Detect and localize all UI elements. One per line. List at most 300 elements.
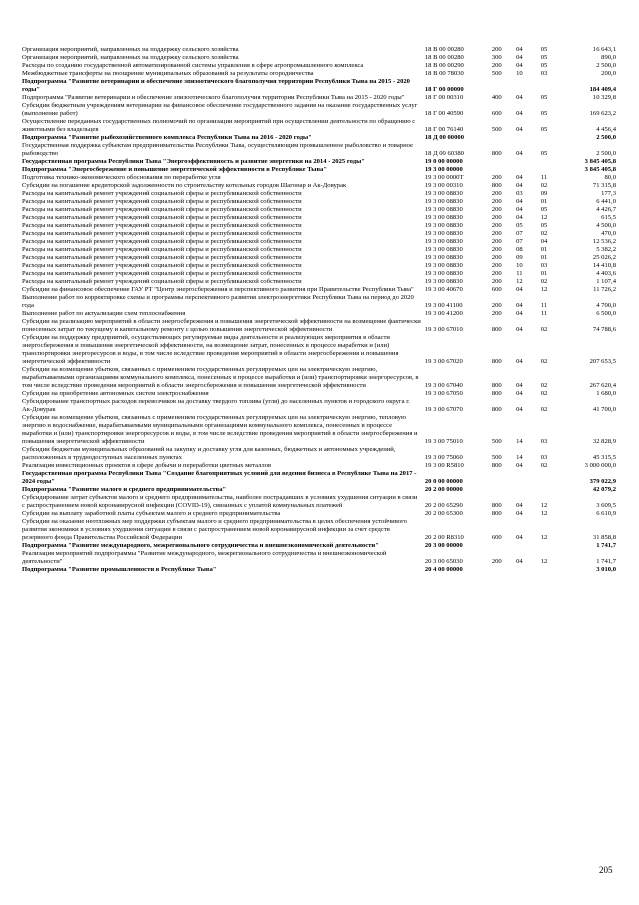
row-code: 18 В 00 00290 bbox=[424, 62, 464, 69]
table-row bbox=[22, 198, 616, 206]
row-amount: 3 845 405,8 bbox=[584, 158, 616, 165]
row-expense-type: 200 bbox=[491, 246, 502, 253]
row-name: Реализация мероприятий подпрограммы "Развитие международного, межрегионального сотрудничества и внешнеэкономической деятельности" bbox=[22, 550, 387, 565]
row-code: 19 0 00 00000 bbox=[424, 158, 463, 165]
row-code: 20 2 00 00000 bbox=[424, 486, 463, 493]
table-row bbox=[22, 390, 616, 398]
row-expense-type bbox=[487, 78, 508, 94]
row-section: 04 bbox=[516, 214, 523, 221]
row-code: 20 3 00 00000 bbox=[424, 542, 463, 549]
row-code: 19 3 00 08830 bbox=[424, 270, 463, 277]
table-row bbox=[22, 366, 616, 390]
row-section: 04 bbox=[516, 462, 523, 469]
row-code: 19 3 00 41100 bbox=[424, 302, 463, 309]
table-row bbox=[22, 318, 616, 334]
row-section bbox=[507, 134, 532, 142]
table-row bbox=[22, 70, 616, 78]
row-amount: 2 500,0 bbox=[596, 62, 616, 69]
row-code: 18 Г 00 00310 bbox=[424, 94, 464, 101]
row-amount: 3 000 000,0 bbox=[584, 462, 616, 469]
table-row bbox=[22, 230, 616, 238]
row-code: 19 3 00 67020 bbox=[424, 358, 463, 365]
table-row bbox=[22, 78, 616, 94]
row-expense-type: 500 bbox=[491, 70, 502, 77]
row-section: 04 bbox=[516, 174, 523, 181]
row-amount: 4 426,7 bbox=[596, 206, 616, 213]
row-subsection: 09 bbox=[540, 190, 548, 197]
row-name: Межбюджетные трансферты на поощрение муниципальных образований за результаты огородничества bbox=[22, 70, 314, 77]
row-name: Подпрограмма "Развитие ветеринарии и обеспечение эпизоотического благополучия территории Республики Тыва на 2015 - 2020 годы" bbox=[22, 94, 405, 101]
row-expense-type: 500 bbox=[491, 126, 502, 133]
row-amount: 470,0 bbox=[601, 230, 616, 237]
row-name: Расходы на капитальный ремонт учреждений социальной сферы и республиканской собственности bbox=[22, 246, 302, 253]
row-section: 04 bbox=[516, 198, 523, 205]
row-subsection bbox=[532, 486, 557, 494]
row-subsection bbox=[532, 158, 557, 166]
row-section: 04 bbox=[516, 558, 523, 565]
row-subsection: 02 bbox=[540, 462, 548, 469]
row-subsection: 05 bbox=[540, 126, 548, 133]
row-code: 19 3 00 08830 bbox=[424, 222, 463, 229]
row-section: 04 bbox=[516, 382, 523, 389]
row-name: Подпрограмма "Развитие международного, межрегионального сотрудничества и внешнеэкономической деятельности" bbox=[22, 542, 379, 549]
row-code: 18 Д 00 60380 bbox=[424, 150, 464, 157]
row-name: Субсидии на выплату заработной платы субъектам малого и среднего предпринимательства bbox=[22, 510, 281, 517]
row-name: Расходы на капитальный ремонт учреждений социальной сферы и республиканской собственности bbox=[22, 206, 302, 213]
row-expense-type: 200 bbox=[491, 270, 502, 277]
row-name: Организация мероприятий, направленных на поддержку сельского хозяйства bbox=[22, 46, 239, 53]
row-expense-type bbox=[487, 566, 508, 574]
row-code: 18 В 00 78030 bbox=[424, 70, 464, 77]
row-expense-type: 500 bbox=[491, 438, 502, 445]
row-section: 04 bbox=[516, 110, 523, 117]
table-row bbox=[22, 222, 616, 230]
row-name: Расходы на капитальный ремонт учреждений социальной сферы и республиканской собственности bbox=[22, 222, 302, 229]
table-row bbox=[22, 334, 616, 366]
row-amount: 615,5 bbox=[601, 214, 616, 221]
row-name: Государственная поддержка субъектам предпринимательства Республики Тыва, осуществляющим промышленное рыболовство и товарное рыбоводство bbox=[22, 142, 413, 157]
row-code: 19 3 00 08830 bbox=[424, 238, 463, 245]
row-section: 04 bbox=[516, 390, 523, 397]
row-subsection: 04 bbox=[540, 238, 548, 245]
table-row bbox=[22, 510, 616, 518]
page-number: 205 bbox=[599, 865, 613, 875]
table-row bbox=[22, 94, 616, 102]
row-amount: 14 410,8 bbox=[592, 262, 616, 269]
row-amount: 32 828,9 bbox=[592, 438, 616, 445]
row-subsection: 03 bbox=[540, 262, 548, 269]
table-row bbox=[22, 118, 616, 134]
table-row bbox=[22, 470, 616, 486]
row-subsection: 05 bbox=[540, 222, 548, 229]
row-code: 19 3 00 67070 bbox=[424, 406, 463, 413]
row-name: Расходы на капитальный ремонт учреждений социальной сферы и республиканской собственности bbox=[22, 262, 302, 269]
row-section: 10 bbox=[516, 70, 523, 77]
row-expense-type bbox=[487, 166, 508, 174]
row-subsection: 05 bbox=[540, 206, 548, 213]
row-name: Субсидии на реализацию мероприятий в области энергосбережения и повышения энергетической эффективности на возмещение фактически понесенных затрат по текущему и капитальному ремонту с целью повышения энергетической эффективности bbox=[22, 318, 421, 333]
row-amount: 3 609,5 bbox=[596, 502, 616, 509]
row-code: 19 3 00 00310 bbox=[424, 182, 463, 189]
row-section: 07 bbox=[516, 230, 523, 237]
row-subsection: 12 bbox=[540, 510, 548, 517]
row-subsection: 01 bbox=[540, 270, 548, 277]
row-name: Субсидии на возмещение убытков, связанных с применением государственных регулируемых цен на электрическую энергию, тепловую энергию и водоснабжение, вырабатываемыми муниципальными организациями коммунального комплекса, понесенных в процессе выработки и (или) транспортировки энергоресурсов и воды, в том числе вследствие проведения мероприятий в области энергосбережения и повышения энергетической эффективности bbox=[22, 414, 418, 445]
row-name: Субсидии на поддержку предприятий, осуществляющих регулируемые виды деятельности и реализующих мероприятия в области энергосбережения и повышения энергетической эффективности, на возмещение затрат, понесенных в процессе выработки и (или) транспортировки энергоресурсов и воды, в том числе вследствие проведения мероприятий в области энергосбережения и повышения энергетической эффективности bbox=[22, 334, 399, 365]
table-row bbox=[22, 294, 616, 310]
row-expense-type: 800 bbox=[491, 382, 502, 389]
table-row bbox=[22, 206, 616, 214]
row-subsection: 12 bbox=[540, 286, 548, 293]
row-code: 18 Г 00 76140 bbox=[424, 126, 464, 133]
row-expense-type: 800 bbox=[491, 182, 502, 189]
row-code: 20 4 00 00000 bbox=[424, 566, 463, 573]
row-expense-type: 500 bbox=[491, 454, 502, 461]
row-subsection: 02 bbox=[540, 390, 548, 397]
row-code: 20 3 00 65030 bbox=[424, 558, 463, 565]
row-amount: 1 741,7 bbox=[596, 542, 616, 549]
row-amount: 6 500,0 bbox=[596, 310, 616, 317]
row-amount: 3 845 405,8 bbox=[584, 166, 616, 173]
row-section bbox=[507, 542, 532, 550]
row-subsection bbox=[532, 134, 557, 142]
row-subsection: 05 bbox=[540, 62, 548, 69]
row-name: Субсидии на приобретение автономных систем электроснабжения bbox=[22, 390, 209, 397]
table-row bbox=[22, 550, 616, 566]
row-code: 18 Д 00 00000 bbox=[424, 134, 464, 141]
row-amount: 177,3 bbox=[601, 190, 616, 197]
row-name: Подпрограмма "Развитие малого и среднего предпринимательства" bbox=[22, 486, 227, 493]
row-code: 18 Г 00 40590 bbox=[424, 110, 464, 117]
budget-table-body bbox=[22, 46, 616, 574]
table-row bbox=[22, 54, 616, 62]
table-row bbox=[22, 486, 616, 494]
row-expense-type: 200 bbox=[491, 46, 502, 53]
row-name: Организация мероприятий, направленных на поддержку сельского хозяйства bbox=[22, 54, 239, 61]
row-code: 19 3 00 75010 bbox=[424, 438, 463, 445]
row-subsection: 05 bbox=[540, 110, 548, 117]
row-expense-type: 800 bbox=[491, 326, 502, 333]
row-expense-type bbox=[487, 486, 508, 494]
row-code: 20 2 00 R8310 bbox=[424, 534, 464, 541]
table-row bbox=[22, 166, 616, 174]
row-expense-type: 200 bbox=[491, 558, 502, 565]
table-row bbox=[22, 286, 616, 294]
row-section: 04 bbox=[516, 206, 523, 213]
row-section: 04 bbox=[516, 94, 523, 101]
row-section: 09 bbox=[516, 254, 523, 261]
row-subsection: 05 bbox=[540, 150, 548, 157]
row-subsection: 11 bbox=[540, 310, 548, 317]
row-name: Расходы на капитальный ремонт учреждений социальной сферы и республиканской собственности bbox=[22, 214, 302, 221]
budget-table bbox=[22, 46, 616, 574]
row-name: Расходы на капитальный ремонт учреждений социальной сферы и республиканской собственности bbox=[22, 230, 302, 237]
row-name: Расходы на капитальный ремонт учреждений социальной сферы и республиканской собственности bbox=[22, 254, 302, 261]
table-row bbox=[22, 174, 616, 182]
row-subsection: 05 bbox=[540, 54, 548, 61]
table-row bbox=[22, 278, 616, 286]
row-subsection: 03 bbox=[540, 70, 548, 77]
table-row bbox=[22, 158, 616, 166]
row-expense-type: 800 bbox=[491, 462, 502, 469]
row-section: 10 bbox=[516, 262, 523, 269]
row-code: 19 3 00 67040 bbox=[424, 382, 463, 389]
row-code: 20 0 00 00000 bbox=[424, 478, 463, 485]
row-amount: 207 653,5 bbox=[589, 358, 616, 365]
table-row bbox=[22, 142, 616, 158]
row-section: 04 bbox=[516, 150, 523, 157]
row-code: 18 Г 00 00000 bbox=[424, 86, 464, 93]
table-row bbox=[22, 462, 616, 470]
table-row bbox=[22, 46, 616, 54]
row-section: 04 bbox=[516, 502, 523, 509]
row-subsection bbox=[532, 470, 557, 486]
row-expense-type: 200 bbox=[491, 230, 502, 237]
row-amount: 4 700,0 bbox=[596, 302, 616, 309]
table-row bbox=[22, 446, 616, 462]
row-amount: 1 107,4 bbox=[596, 278, 616, 285]
table-row bbox=[22, 134, 616, 142]
row-name: Осуществление переданных государственных полномочий по организации мероприятий при осуществлении деятельности по обращению с животными без владельцев bbox=[22, 118, 416, 133]
table-row bbox=[22, 566, 616, 574]
row-expense-type: 400 bbox=[491, 94, 502, 101]
row-amount: 4 456,4 bbox=[596, 126, 616, 133]
row-subsection: 11 bbox=[540, 302, 548, 309]
row-expense-type: 600 bbox=[491, 286, 502, 293]
row-section bbox=[507, 486, 532, 494]
row-name: Реализация инвестиционных проектов в сфере добычи и переработки цветных металлов bbox=[22, 462, 272, 469]
row-amount: 184 409,4 bbox=[589, 86, 616, 93]
row-section: 03 bbox=[516, 190, 523, 197]
row-name: Подпрограмма "Энергосбережение и повышение энергетической эффективности в Республике Тыва" bbox=[22, 166, 327, 173]
row-subsection: 02 bbox=[540, 326, 548, 333]
table-row bbox=[22, 310, 616, 318]
row-expense-type: 200 bbox=[491, 198, 502, 205]
row-amount: 4 403,6 bbox=[596, 270, 616, 277]
table-row bbox=[22, 494, 616, 510]
row-amount: 31 858,8 bbox=[592, 534, 616, 541]
row-section bbox=[507, 158, 532, 166]
row-name: Расходы на капитальный ремонт учреждений социальной сферы и республиканской собственности bbox=[22, 190, 302, 197]
table-row bbox=[22, 398, 616, 414]
row-amount: 890,0 bbox=[601, 54, 616, 61]
row-section: 04 bbox=[516, 302, 523, 309]
row-code: 19 3 00 67050 bbox=[424, 390, 463, 397]
row-section: 11 bbox=[516, 270, 523, 277]
row-name: Подпрограмма "Развитие ветеринарии и обеспечение эпизоотического благополучия территории Республики Тыва на 2015 - 2020 годы" bbox=[22, 78, 410, 93]
row-expense-type: 200 bbox=[491, 302, 502, 309]
row-section: 04 bbox=[516, 126, 523, 133]
row-subsection: 03 bbox=[540, 454, 548, 461]
table-row bbox=[22, 246, 616, 254]
row-name: Субсидии бюджетным учреждениям ветеринарии на финансовое обеспечение государственного задания на оказание государственных услуг (выполнение работ) bbox=[22, 102, 418, 117]
row-expense-type: 800 bbox=[491, 390, 502, 397]
row-amount: 11 726,2 bbox=[593, 286, 616, 293]
row-code: 19 3 00 08830 bbox=[424, 214, 463, 221]
row-expense-type: 200 bbox=[491, 190, 502, 197]
row-amount: 267 620,4 bbox=[589, 382, 616, 389]
row-name: Подготовка технико-экономического обоснования по переработке угля bbox=[22, 174, 221, 181]
row-subsection bbox=[532, 78, 557, 94]
table-row bbox=[22, 518, 616, 542]
row-subsection bbox=[532, 566, 557, 574]
row-expense-type: 600 bbox=[491, 110, 502, 117]
row-amount: 169 623,2 bbox=[589, 110, 616, 117]
row-expense-type: 200 bbox=[491, 278, 502, 285]
row-section: 04 bbox=[516, 182, 523, 189]
row-name: Субсидии на финансовое обеспечение ГАУ РТ "Центр энергосбережения и перспективного развития при Правительстве Республики Тыва" bbox=[22, 286, 414, 293]
row-code: 19 3 00 08830 bbox=[424, 230, 463, 237]
row-name: Субсидии на погашение кредиторской задолженности по строительству котельных городов Шагонар и Ак-Довурак bbox=[22, 182, 347, 189]
row-code: 19 3 00 08830 bbox=[424, 190, 463, 197]
row-expense-type: 800 bbox=[491, 150, 502, 157]
row-code: 20 2 00 65300 bbox=[424, 510, 463, 517]
row-amount: 379 022,9 bbox=[589, 478, 616, 485]
row-expense-type: 800 bbox=[491, 406, 502, 413]
row-name: Субсидирование затрат субъектов малого и среднего предпринимательства, наиболее пострадавших в условиях ухудшения ситуации в связи с распространением новой коронавирусной инфекции (COVID-19), связанных с уплатой коммунальных платежей bbox=[22, 494, 418, 509]
row-amount: 1 680,0 bbox=[596, 390, 616, 397]
row-name: Расходы на капитальный ремонт учреждений социальной сферы и республиканской собственности bbox=[22, 238, 302, 245]
row-section: 04 bbox=[516, 358, 523, 365]
row-amount: 2 500,0 bbox=[596, 134, 616, 141]
row-expense-type: 200 bbox=[491, 214, 502, 221]
row-amount: 41 700,0 bbox=[592, 406, 616, 413]
table-row bbox=[22, 270, 616, 278]
row-section bbox=[507, 78, 532, 94]
row-amount: 6 441,0 bbox=[596, 198, 616, 205]
row-section: 12 bbox=[516, 278, 523, 285]
row-code: 19 3 00 08830 bbox=[424, 246, 463, 253]
row-amount: 42 079,2 bbox=[592, 486, 616, 493]
row-section bbox=[507, 166, 532, 174]
row-code: 19 3 00 67010 bbox=[424, 326, 463, 333]
row-expense-type bbox=[487, 158, 508, 166]
row-section: 07 bbox=[516, 238, 523, 245]
row-expense-type: 200 bbox=[491, 254, 502, 261]
row-expense-type: 600 bbox=[491, 534, 502, 541]
row-code: 19 3 00 R5810 bbox=[424, 462, 464, 469]
row-amount: 6 610,9 bbox=[596, 510, 616, 517]
row-subsection: 02 bbox=[540, 230, 548, 237]
row-expense-type: 200 bbox=[491, 206, 502, 213]
row-amount: 74 788,6 bbox=[592, 326, 616, 333]
row-name: Подпрограмма "Развитие промышленности в Республике Тыва" bbox=[22, 566, 217, 573]
row-name: Государственная программа Республики Тыва "Энергоэффективность и развитие энергетики на 2014 - 2025 годы" bbox=[22, 158, 365, 165]
row-code: 19 3 00 41200 bbox=[424, 310, 463, 317]
row-amount: 200,0 bbox=[601, 70, 616, 77]
table-row bbox=[22, 214, 616, 222]
row-expense-type bbox=[487, 134, 508, 142]
row-code: 19 3 00 08830 bbox=[424, 278, 463, 285]
row-name: Субсидии бюджетам муниципальных образований на закупку и доставку угля для казенных, бюджетных и автономных учреждений, расположенных в труднодоступных населенных пунктах bbox=[22, 446, 396, 461]
row-name: Выполнение работ по актуализации схем теплоснабжения bbox=[22, 310, 186, 317]
row-section: 04 bbox=[516, 326, 523, 333]
row-section: 04 bbox=[516, 62, 523, 69]
row-expense-type: 800 bbox=[491, 510, 502, 517]
row-amount: 3 010,0 bbox=[596, 566, 616, 573]
row-subsection: 03 bbox=[540, 438, 548, 445]
row-name: Расходы на капитальный ремонт учреждений социальной сферы и республиканской собственности bbox=[22, 278, 302, 285]
row-section: 05 bbox=[516, 222, 523, 229]
row-subsection: 12 bbox=[540, 558, 548, 565]
row-amount: 71 315,8 bbox=[592, 182, 616, 189]
row-expense-type bbox=[487, 542, 508, 550]
row-name: Субсидии на возмещение убытков, связанных с применением государственных регулируемых цен на электрическую энергию, вырабатываемыми организациями коммунального комплекса, понесенных в процессе выработки и (или) транспортировки энергоресурсов, в том числе вследствие проведения мероприятий в области энергосбережения и повышения энергетической эффективности bbox=[22, 366, 419, 389]
table-row bbox=[22, 414, 616, 446]
row-expense-type: 800 bbox=[491, 502, 502, 509]
table-row bbox=[22, 238, 616, 246]
row-code: 18 В 00 00280 bbox=[424, 46, 464, 53]
row-subsection: 02 bbox=[540, 182, 548, 189]
row-name: Подпрограмма "Развитие рыбохозяйственного комплекса Республики Тыва на 2016 - 2020 годы" bbox=[22, 134, 312, 141]
row-subsection: 12 bbox=[540, 534, 548, 541]
row-name: Субсидии на оказание неотложных мер поддержки субъектам малого и среднего предпринимательства в целях обеспечения устойчивого развития экономики в условиях ухудшения ситуации в связи с распространением новой коронавирусной инфекции за счет средств резервного фонда Правительства Российской Федерации bbox=[22, 518, 407, 541]
row-code: 19 3 00 08830 bbox=[424, 262, 463, 269]
row-amount: 5 382,2 bbox=[596, 246, 616, 253]
row-expense-type: 200 bbox=[491, 262, 502, 269]
row-code: 19 3 00 0000Т bbox=[424, 174, 464, 181]
row-subsection: 05 bbox=[540, 94, 548, 101]
row-name: Расходы по созданию государственной автоматизированной системы управления в сфере агропромышленного комплекса bbox=[22, 62, 364, 69]
row-amount: 2 500,0 bbox=[596, 150, 616, 157]
table-row bbox=[22, 182, 616, 190]
row-code: 19 3 00 08830 bbox=[424, 198, 463, 205]
row-subsection: 11 bbox=[540, 174, 548, 181]
row-section: 14 bbox=[516, 438, 523, 445]
row-section: 04 bbox=[516, 54, 523, 61]
row-amount: 4 500,0 bbox=[596, 222, 616, 229]
row-amount: 1 741,7 bbox=[596, 558, 616, 565]
row-section: 04 bbox=[516, 534, 523, 541]
row-subsection: 02 bbox=[540, 406, 548, 413]
row-expense-type: 800 bbox=[491, 358, 502, 365]
row-section: 14 bbox=[516, 454, 523, 461]
row-subsection: 12 bbox=[540, 502, 548, 509]
row-expense-type: 300 bbox=[491, 54, 502, 61]
row-subsection: 01 bbox=[540, 246, 548, 253]
row-expense-type: 200 bbox=[491, 222, 502, 229]
row-code: 19 3 00 75060 bbox=[424, 454, 463, 461]
row-amount: 45 315,5 bbox=[592, 454, 616, 461]
row-expense-type: 200 bbox=[491, 310, 502, 317]
row-section bbox=[507, 470, 532, 486]
table-row bbox=[22, 262, 616, 270]
row-amount: 12 536,2 bbox=[592, 238, 616, 245]
row-subsection: 12 bbox=[540, 214, 548, 221]
row-name: Государственная программа Республики Тыва "Создание благоприятных условий для ведения бизнеса в Республике Тыва на 2017 - 2024 годы" bbox=[22, 470, 417, 485]
row-name: Расходы на капитальный ремонт учреждений социальной сферы и республиканской собственности bbox=[22, 270, 302, 277]
row-expense-type: 200 bbox=[491, 238, 502, 245]
row-subsection: 02 bbox=[540, 278, 548, 285]
row-amount: 16 643,1 bbox=[592, 46, 616, 53]
row-section: 04 bbox=[516, 310, 523, 317]
row-section: 08 bbox=[516, 246, 523, 253]
table-row bbox=[22, 62, 616, 70]
row-code: 19 3 00 40670 bbox=[424, 286, 463, 293]
row-code: 20 2 00 65290 bbox=[424, 502, 463, 509]
row-expense-type: 200 bbox=[491, 62, 502, 69]
row-subsection: 02 bbox=[540, 358, 548, 365]
row-section: 04 bbox=[516, 286, 523, 293]
row-subsection bbox=[532, 542, 557, 550]
row-amount: 25 026,2 bbox=[592, 254, 616, 261]
table-row bbox=[22, 254, 616, 262]
row-subsection bbox=[532, 166, 557, 174]
row-code: 18 В 00 00280 bbox=[424, 54, 464, 61]
row-expense-type: 200 bbox=[491, 174, 502, 181]
row-section bbox=[507, 566, 532, 574]
table-row bbox=[22, 542, 616, 550]
